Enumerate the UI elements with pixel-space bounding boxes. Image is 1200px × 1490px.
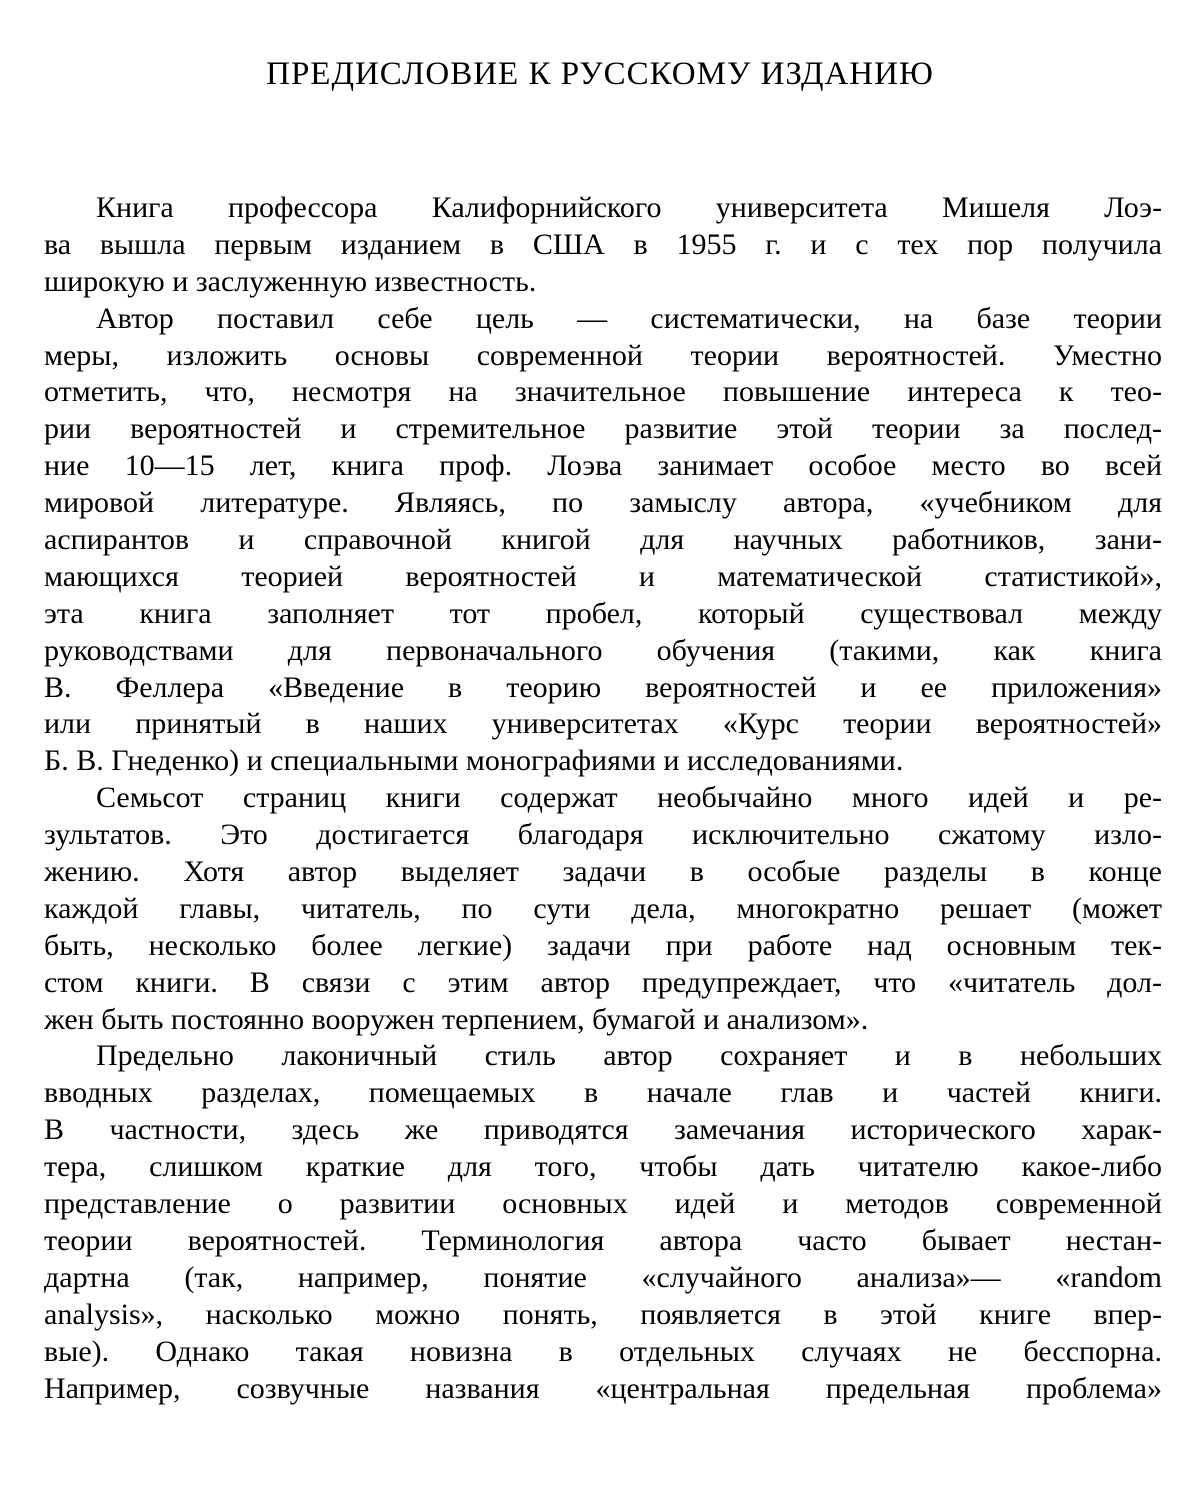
text-line: Предельно лаконичный стиль автор сохраняет и в небольших [96, 1039, 1162, 1073]
text-line: быть, несколько более легкие) задачи при работе над основным тек- [44, 928, 1162, 962]
text-line: тера, слишком краткие для того, чтобы дать читателю какое-либо [44, 1150, 1162, 1184]
page-title: ПРЕДИСЛОВИЕ К РУССКОМУ ИЗДАНИЮ [266, 56, 934, 92]
text-line: эта книга заполняет тот пробел, который существовал между [44, 596, 1162, 630]
text-line: аспирантов и справочной книгой для научных работников, зани- [44, 523, 1162, 557]
text-line: В. Феллера «Введение в теорию вероятностей и ее приложения» [44, 670, 1162, 704]
text-line: меры, изложить основы современной теории вероятностей. Уместно [44, 338, 1162, 372]
text-line: мировой литературе. Являясь, по замыслу автора, «учебником для [44, 486, 1162, 520]
text-line: вводных разделах, помещаемых в начале глав и частей книги. [44, 1076, 1162, 1110]
text-line: дартна (так, например, понятие «случайного анализа»— «random [44, 1260, 1162, 1294]
text-line: жен быть постоянно вооружен терпением, бумагой и анализом». [44, 1002, 869, 1036]
text-line: В частности, здесь же приводятся замечания исторического харак- [44, 1113, 1162, 1147]
text-line: или принятый в наших университетах «Курс теории вероятностей» [44, 707, 1162, 741]
text-line: Семьсот страниц книги содержат необычайно много идей и ре- [96, 781, 1162, 815]
text-line: рии вероятностей и стремительное развитие этой теории за послед- [44, 412, 1162, 446]
text-line: вые). Однако такая новизна в отдельных случаях не бесспорна. [44, 1334, 1162, 1368]
text-line: теории вероятностей. Терминология автора часто бывает нестан- [44, 1223, 1162, 1257]
text-line: analysis», насколько можно понять, появляется в этой книге впер- [44, 1297, 1162, 1331]
text-line: Автор поставил себе цель — систематически, на базе теории [96, 301, 1162, 335]
text-line: руководствами для первоначального обучения (такими, как книга [44, 633, 1162, 667]
text-line: зультатов. Это достигается благодаря исключительно сжатому изло- [44, 818, 1162, 852]
text-line: Книга профессора Калифорнийского университета Мишеля Лоэ- [96, 191, 1162, 224]
text-line: широкую и заслуженную известность. [44, 264, 537, 298]
text-line: каждой главы, читатель, по сути дела, многократно решает (может [44, 891, 1162, 925]
text-line: ва вышла первым изданием в США в 1955 г. и с тех пор получила [44, 227, 1162, 261]
text-line: Б. В. Гнеденко) и специальными монографиями и исследованиями. [44, 744, 904, 778]
text-line: ние 10—15 лет, книга проф. Лоэва занимает особое место во всей [44, 449, 1162, 483]
text-line: представление о развитии основных идей и методов современной [44, 1187, 1162, 1221]
text-line: стом книги. В связи с этим автор предупреждает, что «читатель дол- [44, 965, 1162, 999]
text-line: Например, созвучные названия «центральная предельная проблема» [44, 1371, 1162, 1405]
text-line: мающихся теорией вероятностей и математической статистикой», [44, 559, 1162, 593]
text-line: жению. Хотя автор выделяет задачи в особые разделы в конце [44, 855, 1162, 889]
preface-text [44, 190, 1162, 1407]
text-line: отметить, что, несмотря на значительное повышение интереса к тео- [44, 375, 1162, 409]
